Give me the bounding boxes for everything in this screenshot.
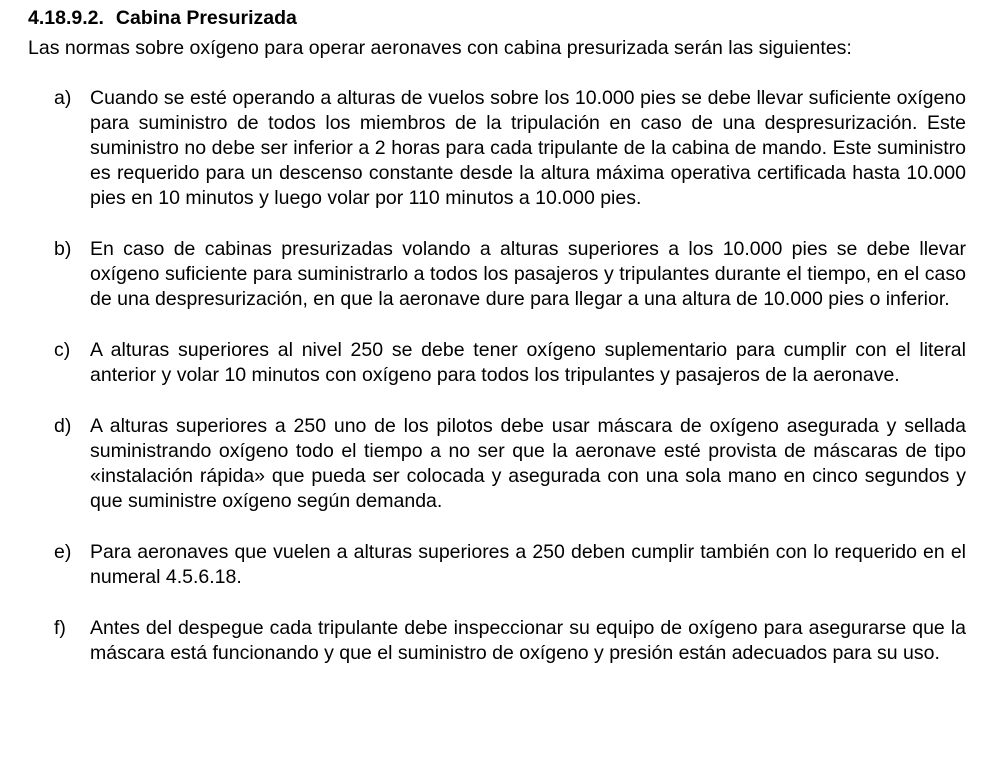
list-item-text: A alturas superiores a 250 uno de los pilotos debe usar máscara de oxígeno asegurada y sellada suministrando oxígeno todo el tiempo a no ser que la aeronave esté provista de máscaras de tipo «instalación rápida» que pueda ser colocada y asegurada con una sola mano en cinco segundos y que suministre oxígeno según demanda. <box>90 415 966 512</box>
list-item-marker: c) <box>54 339 71 361</box>
list-item-marker: a) <box>54 87 72 109</box>
list-item-marker: f) <box>54 617 66 639</box>
list-item-f <box>54 616 966 666</box>
list-item-text: Cuando se esté operando a alturas de vuelos sobre los 10.000 pies se debe llevar suficiente oxígeno para suministro de todos los miembros de la tripulación en caso de una despresurización. Este suministro no debe ser inferior a 2 horas para cada tripulante de la cabina de mando. Este suministro es requerido para un descenso constante desde la altura máxima operativa certificada hasta 10.000 pies en 10 minutos y luego volar por 110 minutos a 10.000 pies. <box>90 87 966 209</box>
list-item-text: Para aeronaves que vuelen a alturas superiores a 250 deben cumplir también con lo requerido en el numeral 4.5.6.18. <box>90 541 966 588</box>
section-intro: Las normas sobre oxígeno para operar aeronaves con cabina presurizada serán las siguientes: <box>28 37 852 59</box>
requirements-list <box>54 86 966 692</box>
list-item-b <box>54 237 966 312</box>
section-title: Cabina Presurizada <box>115 7 297 29</box>
list-item-marker: d) <box>54 415 72 437</box>
list-item-c <box>54 338 966 388</box>
section-number: 4.18.9.2. <box>28 7 104 29</box>
list-item-e <box>54 540 966 590</box>
list-item-text: A alturas superiores al nivel 250 se debe tener oxígeno suplementario para cumplir con el literal anterior y volar 10 minutos con oxígeno para todos los tripulantes y pasajeros de la aeronave. <box>90 339 966 386</box>
list-item-d <box>54 414 966 514</box>
list-item-marker: b) <box>54 238 72 260</box>
list-item-a <box>54 86 966 211</box>
list-item-text: En caso de cabinas presurizadas volando a alturas superiores a los 10.000 pies se debe llevar oxígeno suficiente para suministrarlo a todos los pasajeros y tripulantes durante el tiempo, en el caso de una despresurización, en que la aeronave dure para llegar a una altura de 10.000 pies o inferior. <box>90 238 966 310</box>
section-heading <box>28 6 297 30</box>
list-item-text: Antes del despegue cada tripulante debe inspeccionar su equipo de oxígeno para asegurarse que la máscara está funcionando y que el suministro de oxígeno y presión están adecuados para su uso. <box>90 617 966 664</box>
list-item-marker: e) <box>54 541 72 563</box>
